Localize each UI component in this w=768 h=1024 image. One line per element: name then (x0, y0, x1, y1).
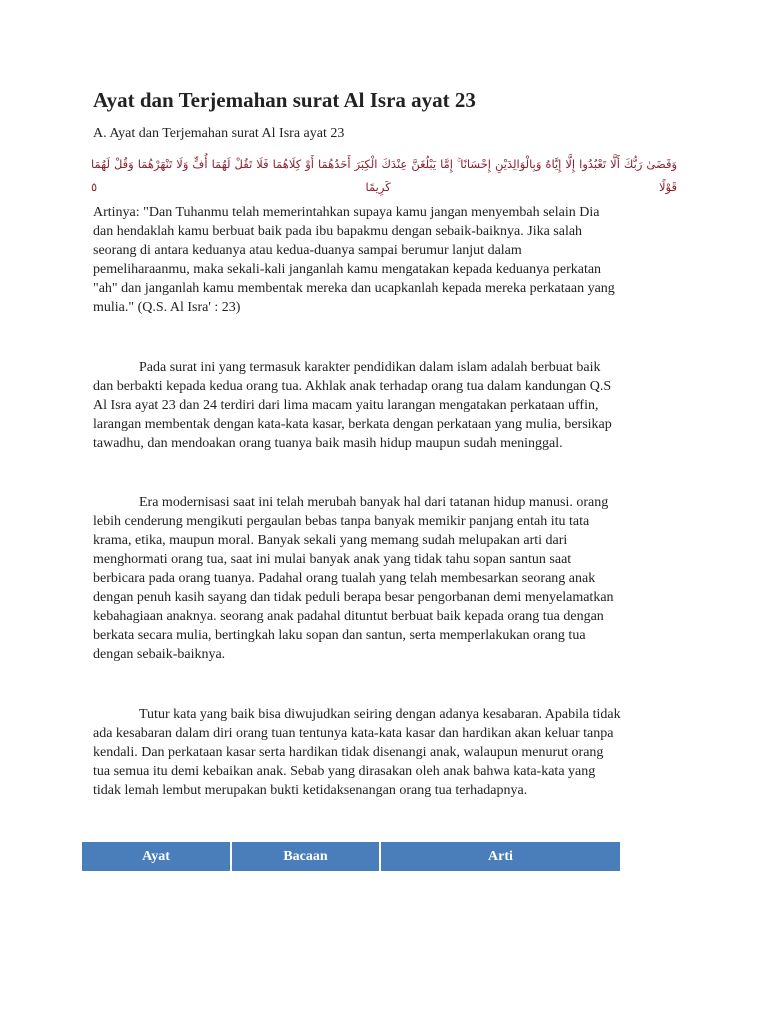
text-line: larangan membentak dengan kata-kata kasar, berkata dengan perkataan yang mulia, bersikap (93, 417, 612, 432)
text-line: tidak lemah lembut merupakan bukti ketidaksenangan orang tua terhadapnya. (93, 783, 528, 798)
text-line: Pada surat ini yang termasuk karakter pendidikan dalam islam adalah berbuat baik (139, 360, 601, 375)
body-paragraph-2 (93, 493, 678, 664)
text-line: dengan penuh kasih sayang dan tidak peduli berapa besar pengorbanan demi menyelamatkan (93, 590, 614, 605)
column-header-ayat: Ayat (82, 842, 231, 871)
text-line: mulia." (Q.S. Al Isra' : 23) (93, 300, 241, 315)
translation-paragraph (93, 203, 678, 317)
table-header-row (82, 842, 620, 871)
text-line: Al Isra ayat 23 dan 24 terdiri dari lima macam yaitu larangan mengatakan perkataan uffin, (93, 398, 599, 413)
text-line: menghormati orang tua, saat ini mulai banyak anak yang tidak tahu sopan santun saat (93, 552, 572, 567)
text-line: dan berbakti kepada kedua orang tua. Akhlak anak terhadap orang tua dalam kandungan Q.S (93, 379, 612, 394)
arabic-verse: وَقَضَىٰ رَبُّكَ أَلَّا تَعْبُدُوا إِلَّا إِيَّاهُ وَبِالْوَالِدَيْنِ إِحْسَانًا ۚ إِمَّا يَبْلُغَنَّ عِنْدَكَ الْكِبَرَ أَحَدُهُمَا أَوْ كِلَاهُمَا فَلَا تَقُلْ لَهُمَا أُفٍّ وَلَا تَنْهَرْهُمَا وَقُلْ لَهُمَا قَوْلًا كَرِيمًا ٥ (91, 157, 677, 194)
section-heading: A. Ayat dan Terjemahan surat Al Isra ayat 23 (93, 126, 345, 141)
text-line: Era modernisasi saat ini telah merubah banyak hal dari tatanan hidup manusi. orang (139, 495, 609, 510)
text-line: dengan sebaik-baiknya. (93, 647, 226, 662)
page-title: Ayat dan Terjemahan surat Al Isra ayat 23 (93, 88, 476, 112)
text-line: berbicara pada orang tuanya. Padahal orang tualah yang telah membesarkan seorang anak (93, 571, 596, 586)
text-line: kendali. Dan perkataan kasar serta hardikan tidak disenangi anak, walaupun menurut orang (93, 745, 604, 760)
column-header-arti: Arti (380, 842, 620, 871)
text-line: tua semua itu demi kebaikan anak. Sebab yang dirasakan oleh anak bahwa kata-kata yang (93, 764, 596, 779)
text-line: Artinya: "Dan Tuhanmu telah memerintahkan supaya kamu jangan menyembah selain Dia (93, 205, 600, 220)
body-paragraph-3 (93, 705, 678, 800)
text-line: dan hendaklah kamu berbuat baik pada ibu bapakmu dengan sebaik-baiknya. Jika salah (93, 224, 583, 239)
text-line: berkata secara mulia, bertingkah laku sopan dan santun, serta memperlakukan orang tua (93, 628, 586, 643)
ayat-table-container (82, 842, 620, 871)
ayat-table (82, 842, 620, 871)
text-line: tawadhu, dan mendoakan orang tuanya baik masih hidup maupun sudah meninggal. (93, 436, 563, 451)
text-line: "ah" dan janganlah kamu membentak mereka dan ucapkanlah kepada mereka perkataan yang (93, 281, 615, 296)
text-line: pemeliharaanmu, maka sekali-kali janganlah kamu mengatakan kepada keduanya perkatan (93, 262, 602, 277)
text-line: lebih cenderung mengikuti pergaulan bebas tanpa banyak memikir panjang entah itu tata (93, 514, 590, 529)
column-header-bacaan: Bacaan (231, 842, 380, 871)
text-line: seorang di antara keduanya atau kedua-duanya sampai berumur lanjut dalam (93, 243, 522, 258)
text-line: krama, etika, maupun moral. Banyak sekali yang memang sudah melupakan arti dari (93, 533, 568, 548)
text-line: Tutur kata yang baik bisa diwujudkan seiring dengan adanya kesabaran. Apabila tidak (139, 707, 621, 722)
body-paragraph-1 (93, 358, 678, 453)
text-line: ada kesabaran dalam diri orang tuan tentunya kata-kata kasar dan hardikan akan keluar tanpa (93, 726, 614, 741)
text-line: kebahagiaan anaknya. seorang anak padahal dituntut berbuat baik kepada orang tua dengan (93, 609, 604, 624)
